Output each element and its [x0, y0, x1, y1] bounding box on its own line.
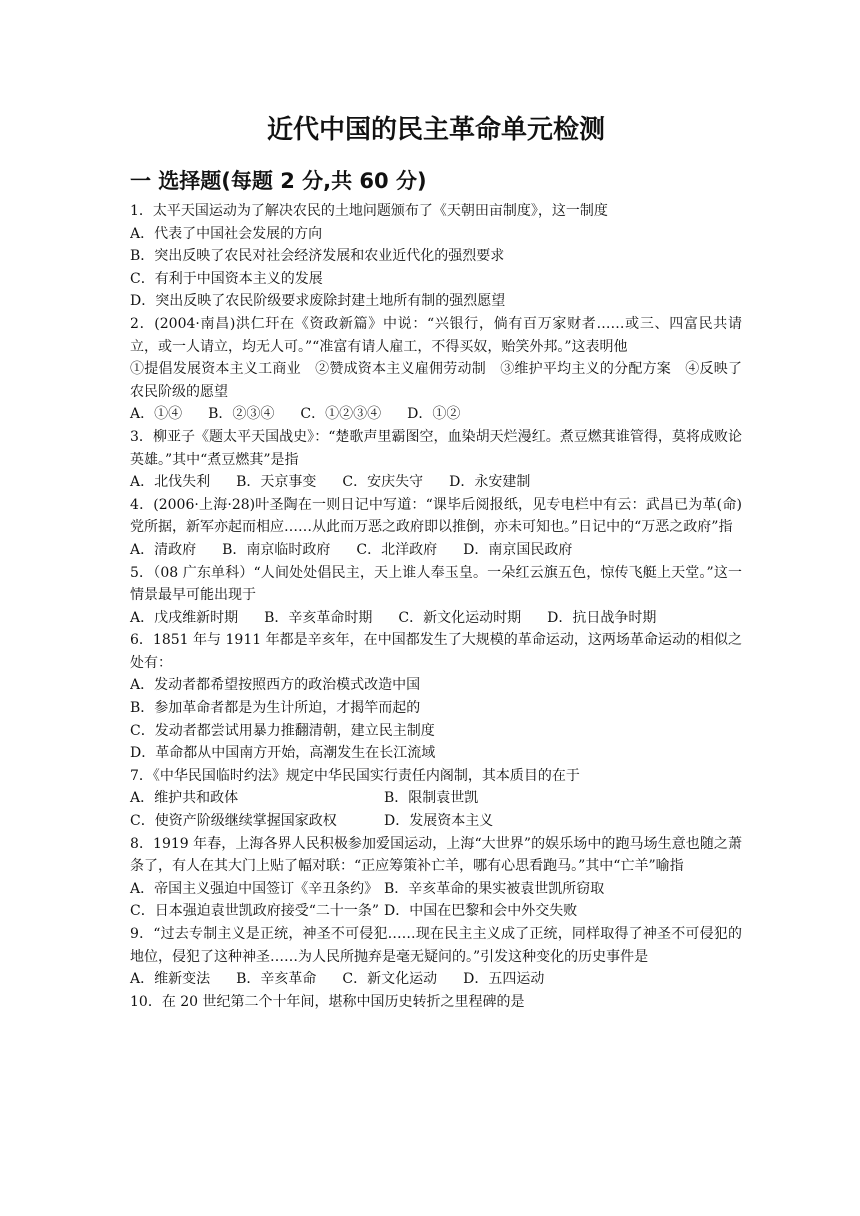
question-stem: 2．(2004·南昌)洪仁玕在《资政新篇》中说：“兴银行，倘有百万家财者……或三、四富民共请立，或一人请立，均无人可。”“准富有请人雇工，不得买奴，贻笑外邦。”这表明他 — [130, 315, 742, 355]
question-7 — [130, 765, 742, 833]
question-stem: 6．1851 年与 1911 年都是辛亥年，在中国都发生了大规模的革命运动，这两场革命运动的相似之处有： — [130, 632, 742, 671]
option-b: B．辛亥革命 — [236, 971, 317, 988]
option-a: A．维护共和政体 — [130, 790, 239, 807]
question-10 — [130, 991, 742, 1014]
question-2 — [130, 313, 742, 426]
option-c: C．新文化运动时期 — [398, 609, 522, 626]
option-a: A．清政府 — [130, 541, 197, 558]
question-6 — [130, 629, 742, 765]
question-1 — [130, 200, 742, 313]
question-5 — [130, 562, 742, 630]
section-heading: 一 选择题(每题 2 分,共 60 分) — [130, 169, 427, 193]
question-stem: 1．太平天国运动为了解决农民的土地问题颁布了《天朝田亩制度》，这一制度 — [130, 203, 608, 219]
question-9 — [130, 923, 742, 991]
option-b: B．参加革命者都是为生计所迫，才揭竿而起的 — [130, 700, 421, 717]
option-c: C．①②③④ — [300, 406, 382, 423]
question-stem: 5．（08 广东单科）“人间处处倡民主，天上谁人奉玉皇。一朵红云旗五色，惊传飞艇上天堂。”这一情景最早可能出现于 — [130, 564, 742, 604]
question-stem: 8．1919 年春，上海各界人民积极参加爱国运动，上海“大世界”的娱乐场中的跑马场生意也随之萧条了，有人在其大门上贴了幅对联：“正应筹策补亡羊，哪有心思看跑马。”其中“亡羊”喻指 — [130, 835, 742, 875]
question-8 — [130, 833, 742, 923]
option-d: D．五四运动 — [463, 971, 545, 988]
option-a: A．帝国主义强迫中国签订《辛丑条约》 — [130, 880, 379, 897]
option-row — [130, 968, 742, 991]
option-c: C．使资产阶级继续掌握国家政权 — [130, 813, 337, 830]
option-d: D．永安建制 — [449, 474, 531, 491]
option-row — [130, 878, 742, 901]
option-row — [130, 607, 742, 630]
option-b: B．②③④ — [208, 406, 275, 423]
option-c: C．有利于中国资本主义的发展 — [130, 270, 323, 287]
option-c: C．日本强迫袁世凯政府接受“二十一条” — [130, 903, 380, 920]
option-a: A．①④ — [130, 406, 183, 423]
option-b: B．天京事变 — [236, 474, 317, 491]
option-c: C．新文化运动 — [342, 971, 438, 988]
option-row — [130, 539, 742, 562]
option-d: D．革命都从中国南方开始，高潮发生在长江流域 — [130, 745, 436, 762]
option-a: A．代表了中国社会发展的方向 — [130, 225, 323, 242]
option-row — [130, 787, 742, 810]
option-d: D．发展资本主义 — [384, 813, 494, 830]
option-b: B．限制袁世凯 — [384, 790, 479, 807]
option-d: D．抗日战争时期 — [547, 609, 657, 626]
question-4 — [130, 494, 742, 562]
question-3 — [130, 426, 742, 494]
option-b: B．辛亥革命时期 — [264, 609, 373, 626]
option-row — [130, 810, 742, 833]
question-stem: 3．柳亚子《题太平天国战史》：“楚歌声里霸图空，血染胡天烂漫红。煮豆燃萁谁管得，莫将成败论英雄。”其中“煮豆燃萁”是指 — [130, 428, 742, 468]
option-c: C．北洋政府 — [356, 541, 438, 558]
question-stem: 9．“过去专制主义是正统，神圣不可侵犯……现在民主主义成了正统，同样取得了神圣不可侵犯的地位，侵犯了这种神圣……为人民所抛弃是毫无疑问的。”引发这种变化的历史事件是 — [130, 926, 742, 965]
option-a: A．北伐失利 — [130, 474, 211, 491]
question-stem: 4．(2006·上海·28)叶圣陶在一则日记中写道：“课毕后阅报纸，见专电栏中有云：武昌已为革(命)党所据，新军亦起而相应……从此而万恶之政府即以推倒，亦未可知也。”日记中的“万恶之政府”指 — [130, 496, 742, 536]
option-b: B．南京临时政府 — [222, 541, 331, 558]
option-a: A．维新变法 — [130, 971, 211, 988]
option-row — [130, 471, 742, 494]
option-row — [130, 900, 742, 923]
option-a: A．戊戌维新时期 — [130, 609, 239, 626]
question-list — [130, 200, 742, 1013]
option-row — [130, 403, 742, 426]
option-d: D．①② — [407, 406, 461, 423]
question-stem: 7．《中华民国临时约法》规定中华民国实行责任内阁制，其本质目的在于 — [130, 767, 580, 784]
option-b: B．突出反映了农民对社会经济发展和农业近代化的强烈要求 — [130, 248, 505, 265]
page-title: 近代中国的民主革命单元检测 — [266, 115, 605, 145]
option-d: D．南京国民政府 — [463, 541, 573, 558]
option-d: D．突出反映了农民阶级要求废除封建土地所有制的强烈愿望 — [130, 293, 506, 310]
option-c: C．发动者都尝试用暴力推翻清朝，建立民主制度 — [130, 722, 435, 739]
option-b: B．辛亥革命的果实被袁世凯所窃取 — [384, 880, 605, 897]
question-stem: 10．在 20 世纪第二个十年间，堪称中国历史转折之里程碑的是 — [130, 993, 525, 1010]
option-c: C．安庆失守 — [342, 474, 424, 491]
option-a: A．发动者都希望按照西方的政治模式改造中国 — [130, 677, 421, 694]
question-statements: ①提倡发展资本主义工商业 ②赞成资本主义雇佣劳动制 ③维护平均主义的分配方案 ④反映了农民阶级的愿望 — [130, 361, 742, 400]
option-d: D．中国在巴黎和会中外交失败 — [384, 903, 578, 920]
